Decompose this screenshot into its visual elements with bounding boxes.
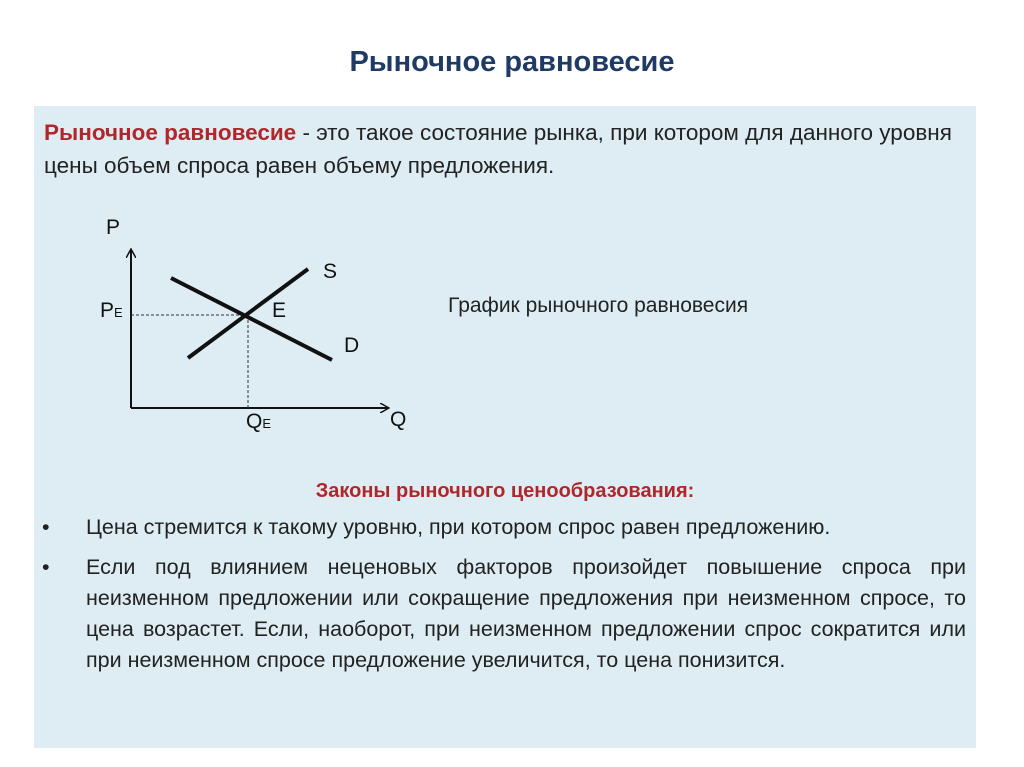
laws-heading: Законы рыночного ценообразования: bbox=[315, 480, 695, 502]
equilibrium-graph bbox=[94, 206, 434, 446]
list-item bbox=[42, 512, 966, 543]
price-equilibrium-label: PE bbox=[100, 299, 123, 322]
graph-caption: График рыночного равновесия bbox=[448, 294, 749, 317]
quantity-equilibrium-label: QE bbox=[246, 410, 272, 433]
supply-curve bbox=[188, 269, 308, 358]
content-panel bbox=[34, 106, 976, 748]
law-text: Если под влиянием неценовых факторов произойдет повышение спроса при неизменном предложении или сокращение предложения при неизменном спросе, то цена возрастет. Если, наоборот, при неизменном предложении спрос сократится или при неизменном спросе предложение увеличится, то цена понизится. bbox=[86, 555, 966, 672]
definition-term: Рыночное равновесие bbox=[44, 120, 297, 145]
y-axis-label: P bbox=[106, 216, 121, 239]
demand-curve bbox=[171, 278, 332, 360]
law-text: Цена стремится к такому уровню, при котором спрос равен предложению. bbox=[86, 515, 831, 539]
bullet-point: • bbox=[42, 555, 50, 579]
equilibrium-label: E bbox=[272, 299, 287, 322]
list-item bbox=[42, 552, 966, 676]
supply-label: S bbox=[323, 260, 338, 283]
demand-label: D bbox=[344, 334, 360, 357]
definition-paragraph bbox=[44, 116, 970, 182]
bullet-point: • bbox=[42, 515, 50, 539]
slide-title: Рыночное равновесие bbox=[349, 46, 675, 78]
x-axis-label: Q bbox=[390, 408, 407, 431]
definition-text: - это такое состояние рынка, при котором для данного уровня цены объем спроса равен объему предложения. bbox=[44, 120, 952, 178]
laws-list bbox=[42, 512, 966, 685]
